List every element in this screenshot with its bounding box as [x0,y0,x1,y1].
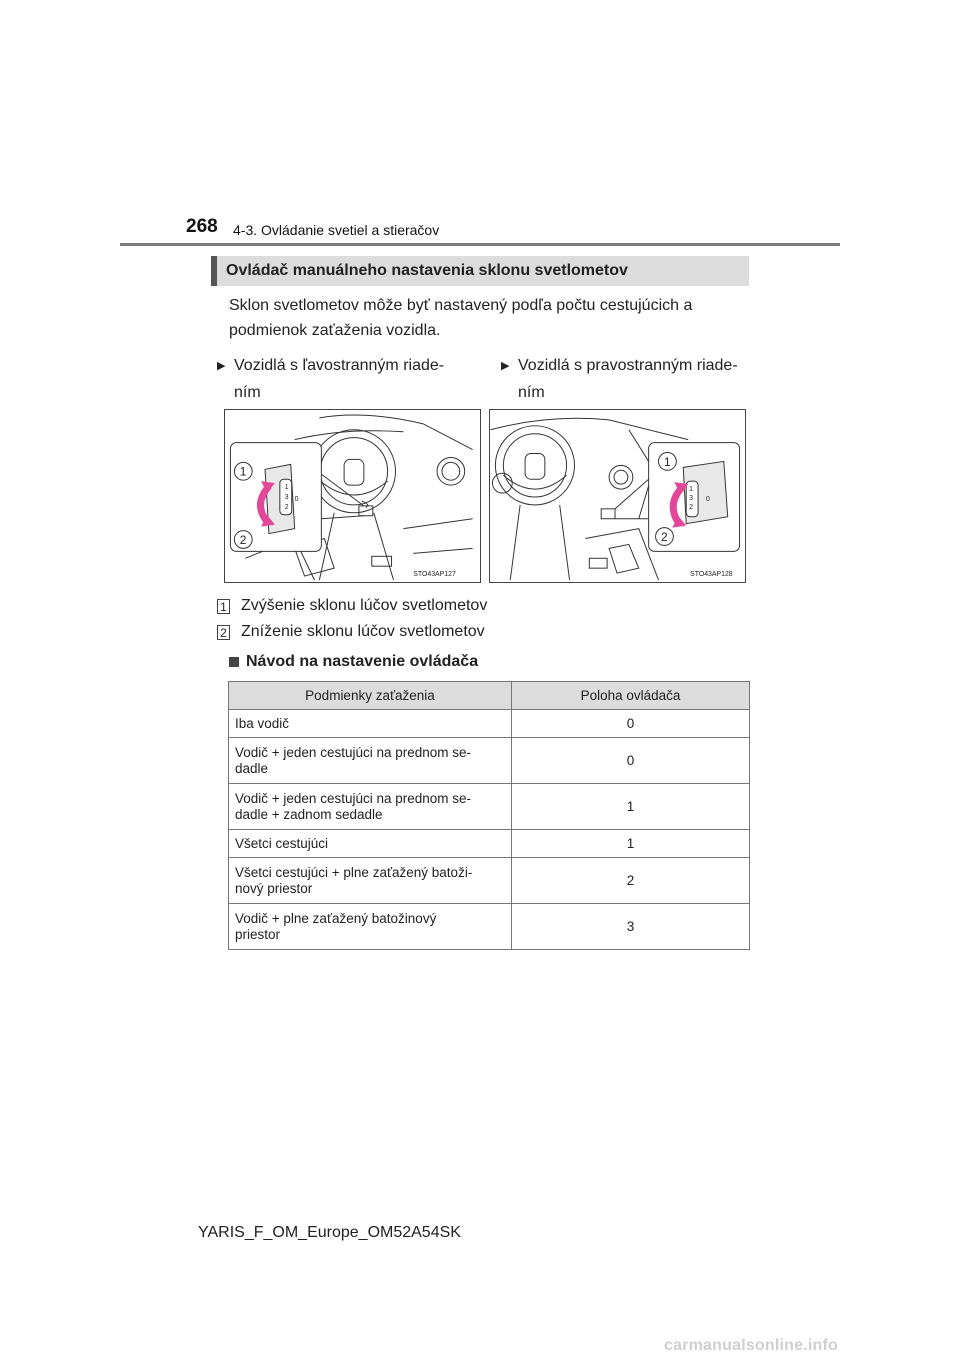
table-header-cell: Poloha ovládača [512,682,750,710]
dashboard-illustration-left [225,410,480,582]
table-cell-condition: Všetci cestujúci [229,830,512,858]
dial-digit: 1 [284,484,289,492]
triangle-bullet-icon: ▶ [217,360,226,372]
watermark: carmanualsonline.info [664,1337,839,1354]
dashboard-illustration-right [490,410,745,582]
svg-text:2: 2 [239,532,247,547]
table-cell-position: 2 [512,858,750,904]
table-row [229,858,750,904]
variant-right-line1: Vozidlá s pravostranným riade- [518,357,738,374]
dial-digit: 0 [705,495,710,503]
table-cell-position: 3 [512,904,750,950]
section-heading [211,256,749,286]
table-row [229,710,750,738]
subheading-text: Návod na nastavenie ovládača [246,653,479,670]
table-row [229,830,750,858]
table-cell-position: 1 [512,830,750,858]
table-cell-condition: Iba vodič [229,710,512,738]
table-row [229,904,750,950]
callout-caption-2 [217,623,637,641]
document-code: YARIS_F_OM_Europe_OM52A54SK [198,1224,461,1241]
dial-digit: 3 [689,494,694,502]
table-cell-position: 0 [512,738,750,784]
variant-right-line2: ním [518,384,545,401]
figure-code-right: STO43AP128 [690,571,733,579]
table-row [229,738,750,784]
callout-text: Zvýšenie sklonu lúčov svetlometov [241,597,488,614]
square-bullet-icon [229,657,239,667]
callout-number: 2 [217,625,230,640]
dial-digit: 3 [284,493,289,501]
figure-right-hand-drive [489,409,746,583]
dial-digit: 2 [689,503,694,511]
figure-left-hand-drive [224,409,481,583]
section-title: 4-3. Ovládanie svetiel a stieračov [233,222,440,238]
table-cell-position: 1 [512,784,750,830]
table-header-row [229,682,750,710]
table-cell-position: 0 [512,710,750,738]
callout-caption-1 [217,597,637,615]
table-cell-condition: Vodič + jeden cestujúci na prednom se- dadle + zadnom sedadle [229,784,512,830]
triangle-bullet-icon: ▶ [501,360,510,372]
table-cell-condition: Vodič + jeden cestujúci na prednom se- dadle [229,738,512,784]
header-rule [120,243,840,246]
table-cell-condition: Všetci cestujúci + plne zaťažený batoži- nový priestor [229,858,512,904]
svg-text:1: 1 [663,454,671,469]
variant-right-label [501,352,756,406]
table-header-cell: Podmienky zaťaženia [229,682,512,710]
variant-left-line2: ním [234,384,261,401]
dial-digit: 2 [284,503,289,511]
dial-digit: 0 [294,495,299,503]
dial-digit: 1 [689,486,694,494]
intro-paragraph: Sklon svetlometov môže byť nastavený podľa počtu cestujúcich a podmienok zaťaženia vozidla. [229,297,693,339]
svg-text:1: 1 [239,464,247,479]
section-heading-text: Ovládač manuálneho nastavenia sklonu svetlometov [226,262,628,279]
page-number: 268 [186,216,218,237]
figure-code-left: STO43AP127 [413,571,456,579]
callout-text: Zníženie sklonu lúčov svetlometov [241,623,485,640]
subheading [229,653,478,671]
table-row [229,784,750,830]
variant-left-label [217,352,472,406]
variant-left-line1: Vozidlá s ľavostranným riade- [234,357,445,374]
load-settings-table [228,681,750,950]
table-cell-condition: Vodič + plne zaťažený batožinový priestor [229,904,512,950]
callout-number: 1 [217,599,230,614]
svg-text:2: 2 [660,529,668,544]
